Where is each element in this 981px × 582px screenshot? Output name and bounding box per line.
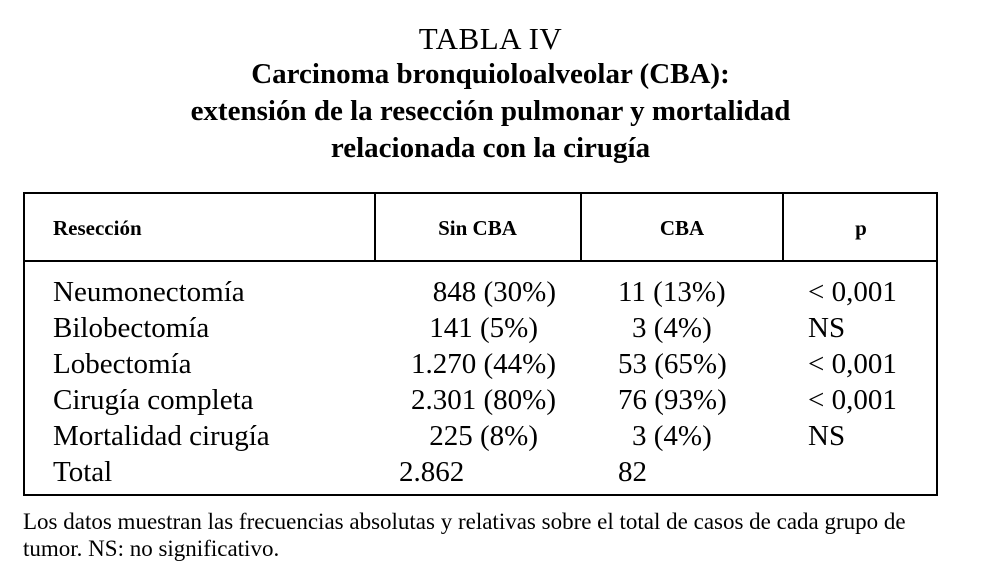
cell-sin-cba: 141 (5%): [429, 312, 538, 344]
table-header-row: [25, 194, 936, 262]
cell-reseccion: Mortalidad cirugía: [53, 420, 270, 452]
header-cba: CBA: [659, 216, 705, 240]
cell-p: < 0,001: [808, 348, 897, 380]
cell-sin-cba: 2.862: [399, 456, 465, 488]
cell-cba: 3 (4%): [632, 312, 712, 344]
table-row: [25, 346, 936, 382]
data-table: [23, 192, 938, 496]
table-row: [25, 310, 936, 346]
cell-sin-cba: 848 (30%): [432, 276, 556, 308]
cell-cba: 76 (93%): [618, 384, 727, 416]
table-title-block: [0, 22, 981, 167]
cell-reseccion: Cirugía completa: [53, 384, 254, 416]
table-row: [25, 382, 936, 418]
cell-sin-cba: 225 (8%): [429, 420, 538, 452]
table-footnote: Los datos muestran las frecuencias absolutas y relativas sobre el total de casos de cada grupo de tumor. NS: no significativo.: [23, 509, 906, 561]
caption-line-3: relacionada con la cirugía: [330, 132, 651, 164]
caption-line-1: Carcinoma bronquioloalveolar (CBA):: [251, 58, 730, 90]
cell-p: NS: [808, 420, 846, 452]
cell-reseccion: Lobectomía: [53, 348, 192, 380]
table-body: [25, 274, 936, 490]
header-p: p: [855, 216, 867, 240]
cell-reseccion: Total: [53, 456, 113, 488]
cell-reseccion: Bilobectomía: [53, 312, 210, 344]
caption-line-2: extensión de la resección pulmonar y mortalidad: [190, 95, 791, 127]
table-row: [25, 454, 936, 490]
table-row: [25, 418, 936, 454]
cell-p: < 0,001: [808, 276, 897, 308]
cell-p: NS: [808, 312, 846, 344]
header-sin-cba: Sin CBA: [438, 216, 517, 240]
table-number: TABLA IV: [418, 21, 563, 56]
table-row: [25, 274, 936, 310]
cell-cba: 3 (4%): [632, 420, 712, 452]
cell-reseccion: Neumonectomía: [53, 276, 245, 308]
cell-cba: 11 (13%): [618, 276, 726, 308]
cell-cba: 82: [618, 456, 647, 488]
cell-cba: 53 (65%): [618, 348, 727, 380]
cell-sin-cba: 2.301 (80%): [411, 384, 556, 416]
header-reseccion: Resección: [53, 216, 142, 240]
cell-sin-cba: 1.270 (44%): [411, 348, 556, 380]
cell-p: < 0,001: [808, 384, 897, 416]
